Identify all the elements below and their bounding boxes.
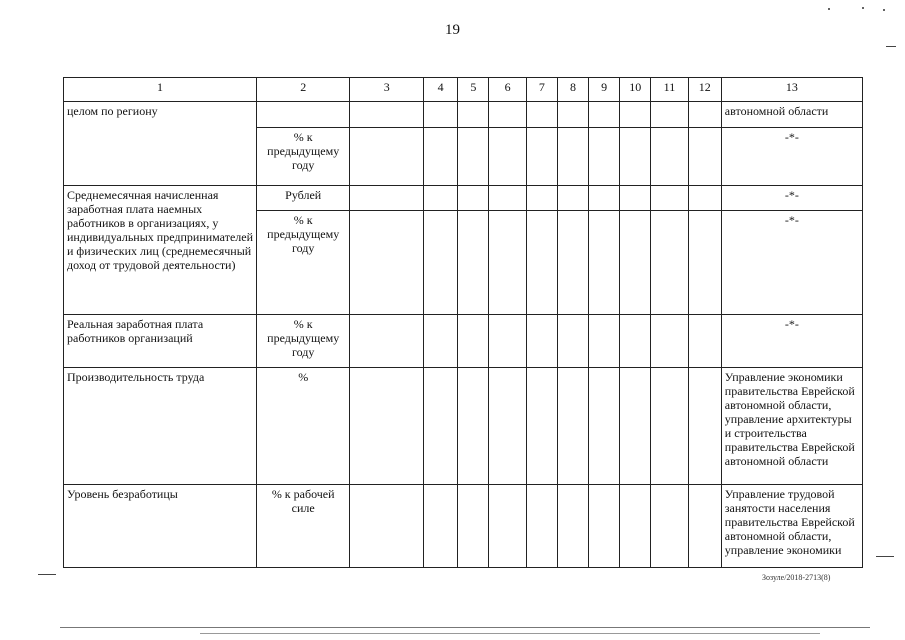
value-cell bbox=[489, 186, 526, 211]
value-cell bbox=[489, 485, 526, 568]
page-number: 19 bbox=[445, 22, 460, 38]
value-cell bbox=[557, 485, 588, 568]
value-cell bbox=[688, 186, 721, 211]
value-cell bbox=[589, 186, 620, 211]
table-row bbox=[64, 102, 863, 128]
value-cell bbox=[589, 102, 620, 128]
unit-cell: % к предыдущему году bbox=[257, 211, 350, 315]
table-row bbox=[64, 368, 863, 485]
value-cell bbox=[688, 211, 721, 315]
value-cell bbox=[688, 368, 721, 485]
column-header: 7 bbox=[526, 78, 557, 102]
value-cell bbox=[589, 368, 620, 485]
value-cell bbox=[526, 315, 557, 368]
scan-artifact bbox=[883, 9, 885, 11]
value-cell bbox=[688, 485, 721, 568]
value-cell bbox=[557, 128, 588, 186]
value-cell bbox=[557, 186, 588, 211]
value-cell bbox=[424, 485, 458, 568]
value-cell bbox=[489, 368, 526, 485]
value-cell bbox=[489, 315, 526, 368]
value-cell bbox=[651, 128, 688, 186]
scan-artifact bbox=[38, 574, 56, 575]
value-cell bbox=[424, 315, 458, 368]
column-header: 12 bbox=[688, 78, 721, 102]
scan-artifact bbox=[200, 633, 820, 634]
value-cell bbox=[458, 128, 489, 186]
unit-cell: % к рабочей силе bbox=[257, 485, 350, 568]
value-cell bbox=[620, 211, 651, 315]
column-header: 11 bbox=[651, 78, 688, 102]
value-cell bbox=[620, 102, 651, 128]
responsible-cell: -*- bbox=[721, 315, 862, 368]
indicator-cell: целом по региону bbox=[64, 102, 257, 186]
value-cell bbox=[557, 368, 588, 485]
value-cell bbox=[526, 211, 557, 315]
table-row bbox=[64, 186, 863, 211]
indicator-cell: Производительность труда bbox=[64, 368, 257, 485]
unit-cell bbox=[257, 102, 350, 128]
value-cell bbox=[557, 315, 588, 368]
value-cell bbox=[651, 485, 688, 568]
table-header-row bbox=[64, 78, 863, 102]
column-header: 5 bbox=[458, 78, 489, 102]
indicators-table bbox=[63, 77, 863, 568]
value-cell bbox=[557, 211, 588, 315]
value-cell bbox=[350, 315, 424, 368]
value-cell bbox=[620, 485, 651, 568]
value-cell bbox=[688, 102, 721, 128]
unit-cell: % к предыдущему году bbox=[257, 128, 350, 186]
scan-artifact bbox=[60, 627, 870, 628]
value-cell bbox=[589, 485, 620, 568]
responsible-cell: -*- bbox=[721, 186, 862, 211]
value-cell bbox=[489, 102, 526, 128]
responsible-cell: Управление экономики правительства Еврейской автономной области, управление архитектуры и строительства правительства Еврейской автономной области bbox=[721, 368, 862, 485]
value-cell bbox=[651, 368, 688, 485]
column-header: 8 bbox=[557, 78, 588, 102]
unit-cell: % к предыдущему году bbox=[257, 315, 350, 368]
value-cell bbox=[651, 211, 688, 315]
value-cell bbox=[651, 102, 688, 128]
value-cell bbox=[651, 315, 688, 368]
responsible-cell: автономной области bbox=[721, 102, 862, 128]
column-header: 2 bbox=[257, 78, 350, 102]
value-cell bbox=[526, 186, 557, 211]
scan-artifact bbox=[862, 7, 864, 9]
column-header: 1 bbox=[64, 78, 257, 102]
value-cell bbox=[526, 485, 557, 568]
value-cell bbox=[557, 102, 588, 128]
value-cell bbox=[458, 102, 489, 128]
value-cell bbox=[688, 315, 721, 368]
value-cell bbox=[424, 128, 458, 186]
table-row bbox=[64, 485, 863, 568]
value-cell bbox=[589, 211, 620, 315]
scan-artifact bbox=[876, 556, 894, 557]
indicator-cell: Реальная заработная плата работников организаций bbox=[64, 315, 257, 368]
value-cell bbox=[651, 186, 688, 211]
scan-artifact bbox=[886, 46, 896, 47]
column-header: 4 bbox=[424, 78, 458, 102]
value-cell bbox=[526, 128, 557, 186]
column-header: 13 bbox=[721, 78, 862, 102]
value-cell bbox=[489, 211, 526, 315]
value-cell bbox=[424, 186, 458, 211]
value-cell bbox=[620, 128, 651, 186]
document-code: Зозуле/2018-2713(8) bbox=[762, 573, 831, 582]
value-cell bbox=[424, 102, 458, 128]
column-header: 10 bbox=[620, 78, 651, 102]
responsible-cell: -*- bbox=[721, 211, 862, 315]
value-cell bbox=[350, 485, 424, 568]
value-cell bbox=[458, 485, 489, 568]
responsible-cell: -*- bbox=[721, 128, 862, 186]
value-cell bbox=[620, 315, 651, 368]
value-cell bbox=[688, 128, 721, 186]
indicator-cell: Среднемесячная начисленная заработная плата наемных работников в организациях, у индивидуальных предпринимателей и физических лиц (среднемесячный доход от трудовой деятельности) bbox=[64, 186, 257, 315]
indicator-cell: Уровень безработицы bbox=[64, 485, 257, 568]
value-cell bbox=[589, 315, 620, 368]
column-header: 6 bbox=[489, 78, 526, 102]
value-cell bbox=[458, 315, 489, 368]
value-cell bbox=[350, 128, 424, 186]
value-cell bbox=[350, 102, 424, 128]
value-cell bbox=[424, 368, 458, 485]
scan-artifact bbox=[828, 8, 830, 10]
value-cell bbox=[589, 128, 620, 186]
table-row bbox=[64, 315, 863, 368]
value-cell bbox=[350, 368, 424, 485]
responsible-cell: Управление трудовой занятости населения правительства Еврейской автономной области, управление экономики bbox=[721, 485, 862, 568]
value-cell bbox=[458, 186, 489, 211]
value-cell bbox=[526, 368, 557, 485]
column-header: 9 bbox=[589, 78, 620, 102]
value-cell bbox=[458, 368, 489, 485]
unit-cell: Рублей bbox=[257, 186, 350, 211]
value-cell bbox=[526, 102, 557, 128]
unit-cell: % bbox=[257, 368, 350, 485]
value-cell bbox=[458, 211, 489, 315]
column-header: 3 bbox=[350, 78, 424, 102]
value-cell bbox=[489, 128, 526, 186]
value-cell bbox=[350, 186, 424, 211]
value-cell bbox=[620, 186, 651, 211]
value-cell bbox=[424, 211, 458, 315]
value-cell bbox=[620, 368, 651, 485]
value-cell bbox=[350, 211, 424, 315]
